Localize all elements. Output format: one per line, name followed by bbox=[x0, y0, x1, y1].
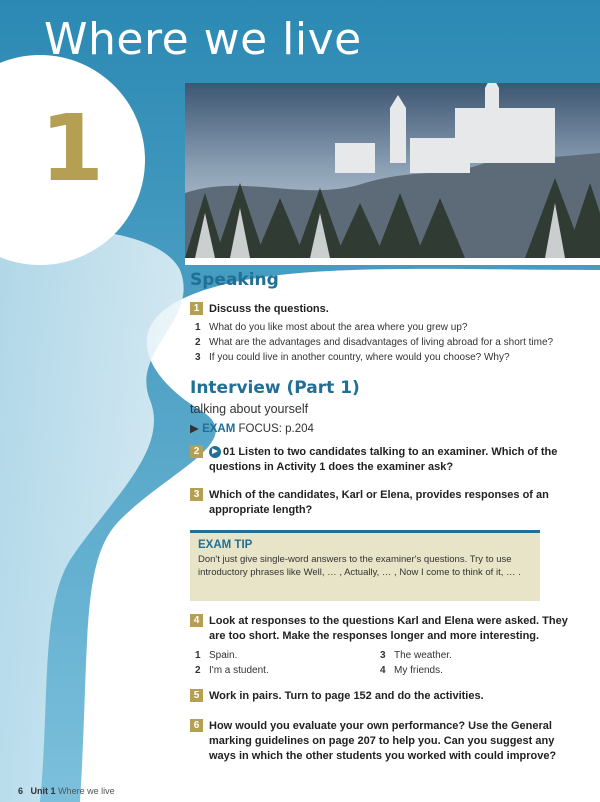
list-item: 1 What do you like most about the area where you grew up? bbox=[195, 322, 468, 333]
unit-number: 1 bbox=[40, 95, 105, 202]
activity-5: 5 Work in pairs. Turn to page 152 and do the activities. bbox=[190, 689, 590, 704]
interview-heading: Interview (Part 1) bbox=[190, 378, 360, 398]
activity-4: 4 Look at responses to the questions Karl and Elena were asked. They are too short. Make the responses longer and more interesting. bbox=[190, 614, 590, 644]
exam-tip-title: EXAM TIP bbox=[198, 539, 253, 551]
activity-number: 1 bbox=[190, 302, 203, 315]
activity-text: Listen to two candidates talking to an examiner. Which of the questions in Activity 1 does the examiner ask? bbox=[209, 446, 558, 473]
list-item: 2 What are the advantages and disadvantages of living abroad for a short time? bbox=[195, 337, 554, 348]
activity-text: Discuss the questions. bbox=[209, 303, 329, 315]
activity-6: 6 How would you evaluate your own performance? Use the General marking guidelines on page 207 to help you. Can you suggest any ways in which the other students you worked with could improve? bbox=[190, 719, 590, 764]
activity-1 bbox=[190, 302, 590, 317]
activity-text: Look at responses to the questions Karl and Elena were asked. They are too short. Make the responses longer and more interesting. bbox=[209, 615, 568, 642]
exam-tip-box bbox=[190, 530, 540, 601]
activity-text: Which of the candidates, Karl or Elena, provides responses of an appropriate length? bbox=[209, 489, 549, 516]
footer-unit-label: Unit 1 bbox=[30, 786, 56, 796]
page-footer bbox=[18, 786, 115, 796]
unit-title: Where we live bbox=[44, 14, 362, 65]
list-item: 2 I'm a student. bbox=[195, 665, 269, 676]
list-item: 4 My friends. bbox=[380, 665, 443, 676]
footer-unit-title: Where we live bbox=[58, 786, 115, 796]
list-item: 3 The weather. bbox=[380, 650, 452, 661]
activity-text: Work in pairs. Turn to page 152 and do the activities. bbox=[209, 690, 484, 702]
list-item: 3 If you could live in another country, where would you choose? Why? bbox=[195, 352, 510, 363]
activity-2: 2 ▶ 01 Listen to two candidates talking to an examiner. Which of the questions in Activity 1 does the examiner ask? bbox=[190, 445, 590, 475]
interview-subtitle: talking about yourself bbox=[190, 402, 309, 416]
audio-play-icon[interactable]: ▶ bbox=[209, 446, 221, 458]
exam-focus-reference: ▶ EXAM FOCUS: p.204 bbox=[190, 423, 314, 435]
castle-photo bbox=[185, 83, 600, 258]
speaking-heading: Speaking bbox=[190, 270, 279, 290]
exam-tip-body: Don't just give single-word answers to the examiner's questions. Try to use introductory phrases like Well, … , Actually, … , Now I come to think of it, … . bbox=[198, 554, 521, 578]
speaking-questions bbox=[195, 320, 553, 365]
list-item: 1 Spain. bbox=[195, 650, 238, 661]
activity-text: How would you evaluate your own performance? Use the General marking guidelines on page 207 to help you. Can you suggest any ways in which the other students you worked with could improve? bbox=[209, 720, 557, 762]
audio-track-number: 01 bbox=[223, 446, 236, 458]
activity-3: 3 Which of the candidates, Karl or Elena, provides responses of an appropriate length? bbox=[190, 488, 590, 518]
page-number: 6 bbox=[18, 786, 24, 796]
triangle-icon: ▶ bbox=[190, 423, 199, 435]
